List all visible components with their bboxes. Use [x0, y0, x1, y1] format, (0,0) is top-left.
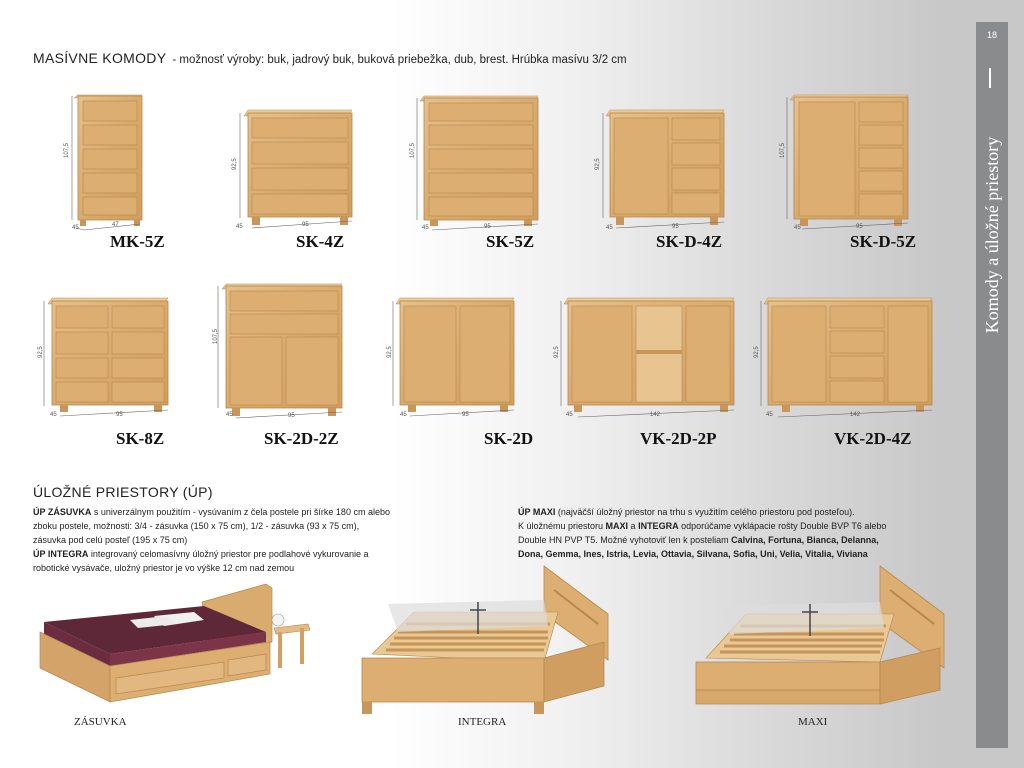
- product-label: VK-2D-2P: [640, 429, 717, 448]
- product-sk-2d[interactable]: [386, 288, 546, 448]
- product-sk-4z[interactable]: [230, 88, 380, 251]
- depth-dim: 45: [236, 224, 243, 230]
- depth-dim: 45: [72, 225, 79, 231]
- product-mk-5z[interactable]: [60, 88, 180, 251]
- width-dim: 95: [288, 413, 295, 419]
- sidebar: [976, 22, 1008, 748]
- chest-image: [552, 288, 752, 448]
- bed-image: [694, 562, 944, 722]
- height-dim: 92,5: [38, 346, 44, 358]
- height-dim: 92,5: [554, 346, 560, 358]
- storage-right-text: ÚP MAXI (najväčší úložný priestor na trhu s využitím celého priestoru pod posteľou). K úložnému priestoru MAXI a INTEGRA odporúčame vyklápacie rošty Double BVP T6 alebo Double HN PVP T5. Možné vyhotoviť len k posteliam Calvina, Fortuna, Bianca, Delanna, Dona, Gemma, Ines, Istria, Levia, Ottavia, Silvana, Sofia, Uni, Velia, Vitalia, Viviana: [518, 507, 887, 559]
- heading-subtitle: - možnosť výroby: buk, jadrový buk, buková priebežka, dub, brest. Hrúbka masívu 3/2 cm: [172, 54, 627, 66]
- product-vk-2d-4z[interactable]: [752, 288, 952, 448]
- chest-image: [36, 288, 186, 448]
- height-dim: 107,5: [410, 142, 416, 158]
- height-dim: 92,5: [387, 346, 393, 358]
- depth-dim: 45: [226, 412, 233, 418]
- width-dim: 47: [112, 222, 119, 228]
- product-sk-8z[interactable]: [36, 288, 186, 448]
- caption-maxi: MAXI: [798, 716, 828, 728]
- height-dim: 92,5: [754, 346, 760, 358]
- product-vk-2d-2p[interactable]: [552, 288, 752, 448]
- bed-image: [34, 582, 314, 712]
- depth-dim: 45: [50, 412, 57, 418]
- height-dim: 92,5: [232, 158, 238, 170]
- storage-heading: ÚLOŽNÉ PRIESTORY (ÚP): [33, 484, 213, 500]
- chest-image: [594, 88, 754, 248]
- width-dim: 95: [302, 222, 309, 228]
- product-sk-d-5z[interactable]: [780, 88, 940, 251]
- product-label: SK-2D-2Z: [264, 429, 339, 448]
- bed-integra[interactable]: [358, 562, 608, 728]
- bed-zasuvka[interactable]: [34, 582, 314, 728]
- bed-image: [358, 562, 608, 722]
- product-label: SK-5Z: [486, 232, 535, 251]
- depth-dim: 45: [566, 412, 573, 418]
- heading-title: MASÍVNE KOMODY: [33, 50, 167, 66]
- depth-dim: 45: [400, 412, 407, 418]
- product-label: VK-2D-4Z: [834, 429, 912, 448]
- chest-image: [780, 88, 940, 248]
- width-dim: 142: [850, 412, 861, 418]
- caption-zasuvka: ZÁSUVKA: [74, 716, 127, 728]
- product-sk-5z[interactable]: [410, 88, 560, 251]
- product-sk-d-4z[interactable]: [594, 88, 754, 251]
- chest-image: [752, 288, 952, 448]
- height-dim: 107,5: [64, 142, 70, 158]
- page-heading: [33, 50, 627, 66]
- caption-integra: INTEGRA: [458, 716, 507, 728]
- sidebar-divider: [989, 68, 991, 88]
- width-dim: 95: [462, 412, 469, 418]
- chest-image: [212, 280, 372, 448]
- sidebar-title: Komody a úložné priestory: [982, 136, 1002, 334]
- width-dim: 95: [116, 412, 123, 418]
- product-label: SK-D-5Z: [850, 232, 917, 251]
- product-sk-2d-2z[interactable]: [212, 280, 372, 448]
- height-dim: 92,5: [595, 158, 601, 170]
- depth-dim: 45: [422, 225, 429, 231]
- storage-left-text: ÚP ZÁSUVKA s univerzálnym použitím - vysúvaním z čela postele pri šírke 180 cm alebo zboku postele, možnosti: 3/4 - zásuvka (150 x 75 cm), 1/2 - zásuvka (93 x 75 cm), zásuvka pod celú posteľ (195 x 75 cm) ÚP INTEGRA integrovaný celomasívny úložný priestor pre podlahové vykurovanie a robotické vysávače, uložný priestor je vo výške 12 cm nad zemou: [33, 507, 390, 573]
- width-dim: 95: [672, 224, 679, 230]
- product-label: SK-2D: [484, 429, 534, 448]
- chest-image: [386, 288, 546, 448]
- width-dim: 95: [484, 224, 491, 230]
- width-dim: 95: [856, 224, 863, 230]
- page-number: 18: [986, 30, 997, 40]
- depth-dim: 45: [766, 412, 773, 418]
- depth-dim: 45: [606, 225, 613, 231]
- chest-image: [230, 88, 380, 248]
- width-dim: 142: [650, 412, 661, 418]
- product-label: MK-5Z: [110, 232, 165, 251]
- chest-image: [60, 88, 180, 248]
- product-label: SK-D-4Z: [656, 232, 723, 251]
- chest-image: [410, 88, 560, 248]
- product-label: SK-8Z: [116, 429, 165, 448]
- height-dim: 107,5: [213, 328, 219, 344]
- bed-maxi[interactable]: [694, 562, 944, 728]
- depth-dim: 45: [794, 225, 801, 231]
- height-dim: 107,5: [780, 142, 786, 158]
- product-label: SK-4Z: [296, 232, 345, 251]
